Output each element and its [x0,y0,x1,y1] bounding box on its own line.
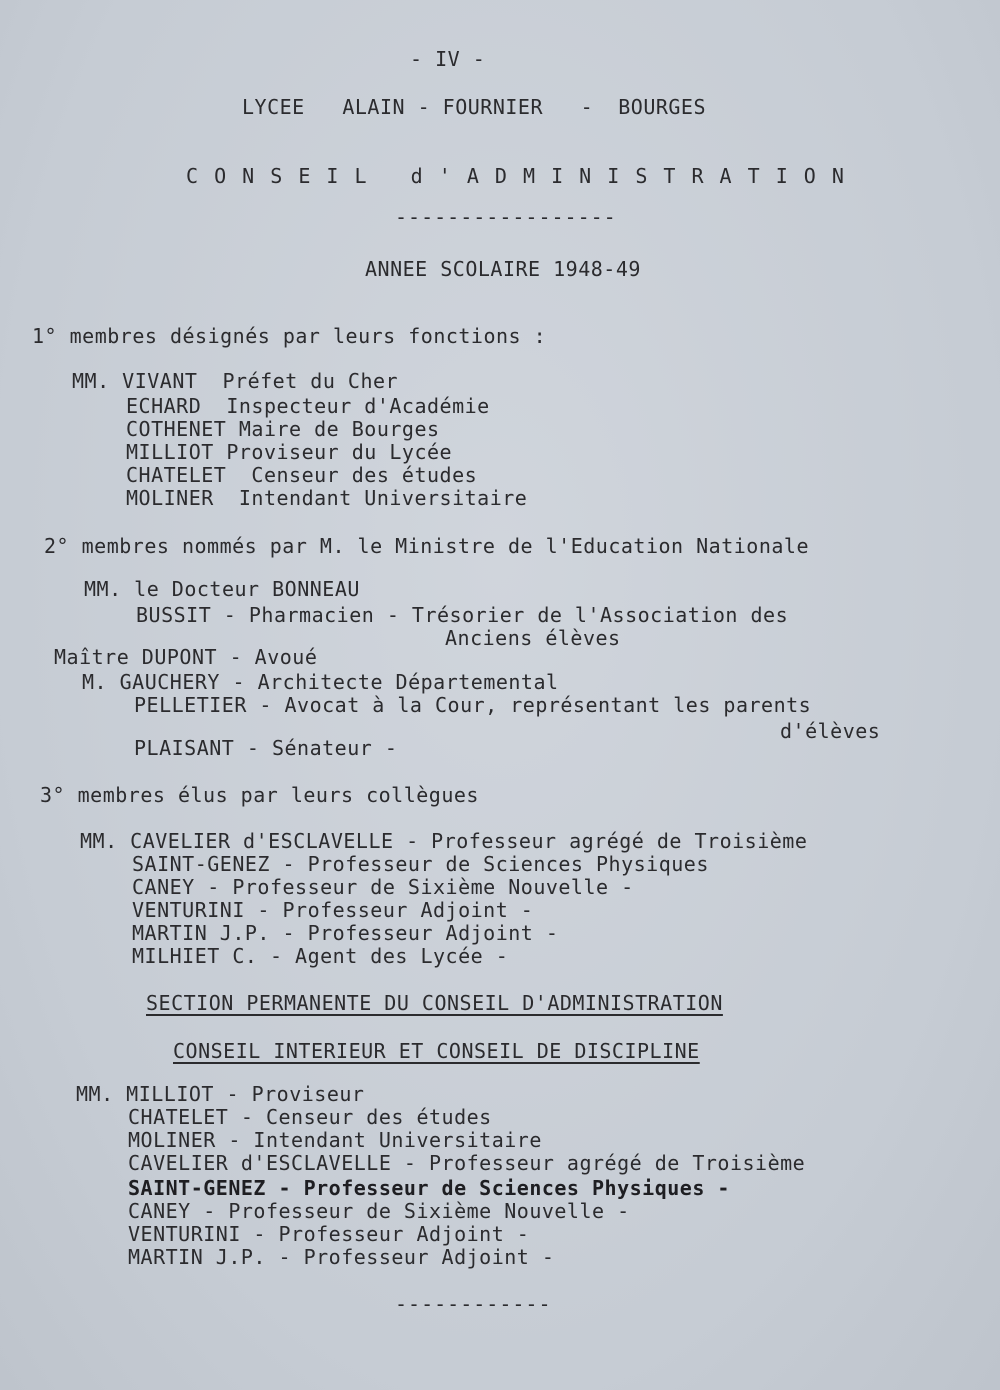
section1-line: CHATELET Censeur des études [126,463,478,487]
section2-line: M. GAUCHERY - Architecte Départemental [82,670,559,694]
section1-line: MILLIOT Proviseur du Lycée [126,440,453,464]
section1-line: MOLINER Intendant Universitaire [126,486,528,510]
section3-heading: 3° membres élus par leurs collègues [40,783,479,807]
section3-line: VENTURINI - Professeur Adjoint - [132,898,534,922]
permanent-line: CANEY - Professeur de Sixième Nouvelle - [128,1199,630,1223]
permanent-line: VENTURINI - Professeur Adjoint - [128,1222,530,1246]
permanent-line: MARTIN J.P. - Professeur Adjoint - [128,1245,555,1269]
section2-line: Maître DUPONT - Avoué [54,645,318,669]
section2-line: Anciens élèves [445,626,621,650]
section2-line: PELLETIER - Avocat à la Cour, représentant les parents [134,693,812,717]
section2-heading: 2° membres nommés par M. le Ministre de l'Education Nationale [44,534,810,558]
permanent-line: CAVELIER d'ESCLAVELLE - Professeur agrégé de Troisième [128,1151,806,1175]
school-year: ANNEE SCOLAIRE 1948-49 [365,257,641,281]
section3-line: CANEY - Professeur de Sixième Nouvelle - [132,875,634,899]
footer-rule: ------------ [395,1292,552,1316]
school-title: LYCEE ALAIN - FOURNIER - BOURGES [242,95,707,119]
council-title: C O N S E I L d ' A D M I N I S T R A T I O N [186,164,846,188]
section2-line: MM. le Docteur BONNEAU [84,577,360,601]
section1-line: COTHENET Maire de Bourges [126,417,440,441]
permanent-line: SAINT-GENEZ - Professeur de Sciences Physiques - [128,1176,730,1200]
section2-line: d'élèves [780,719,881,743]
permanent-section-title: SECTION PERMANENTE DU CONSEIL D'ADMINISTRATION [146,991,723,1015]
section3-line: MARTIN J.P. - Professeur Adjoint - [132,921,559,945]
section3-line: MM. CAVELIER d'ESCLAVELLE - Professeur agrégé de Troisième [80,829,808,853]
section1-heading: 1° membres désignés par leurs fonctions : [32,324,547,348]
section3-line: MILHIET C. - Agent des Lycée - [132,944,509,968]
page-number: - IV - [410,47,486,71]
permanent-line: CHATELET - Censeur des études [128,1105,492,1129]
section3-line: SAINT-GENEZ - Professeur de Sciences Physiques [132,852,709,876]
discipline-council-title: CONSEIL INTERIEUR ET CONSEIL DE DISCIPLINE [173,1039,700,1063]
permanent-line: MOLINER - Intendant Universitaire [128,1128,542,1152]
section1-line: ECHARD Inspecteur d'Académie [126,394,490,418]
section1-line: MM. VIVANT Préfet du Cher [72,369,399,393]
section2-line: BUSSIT - Pharmacien - Trésorier de l'Association des [136,603,789,627]
section2-line: PLAISANT - Sénateur - [134,736,398,760]
permanent-line: MM. MILLIOT - Proviseur [76,1082,365,1106]
title-rule: ----------------- [395,205,617,229]
